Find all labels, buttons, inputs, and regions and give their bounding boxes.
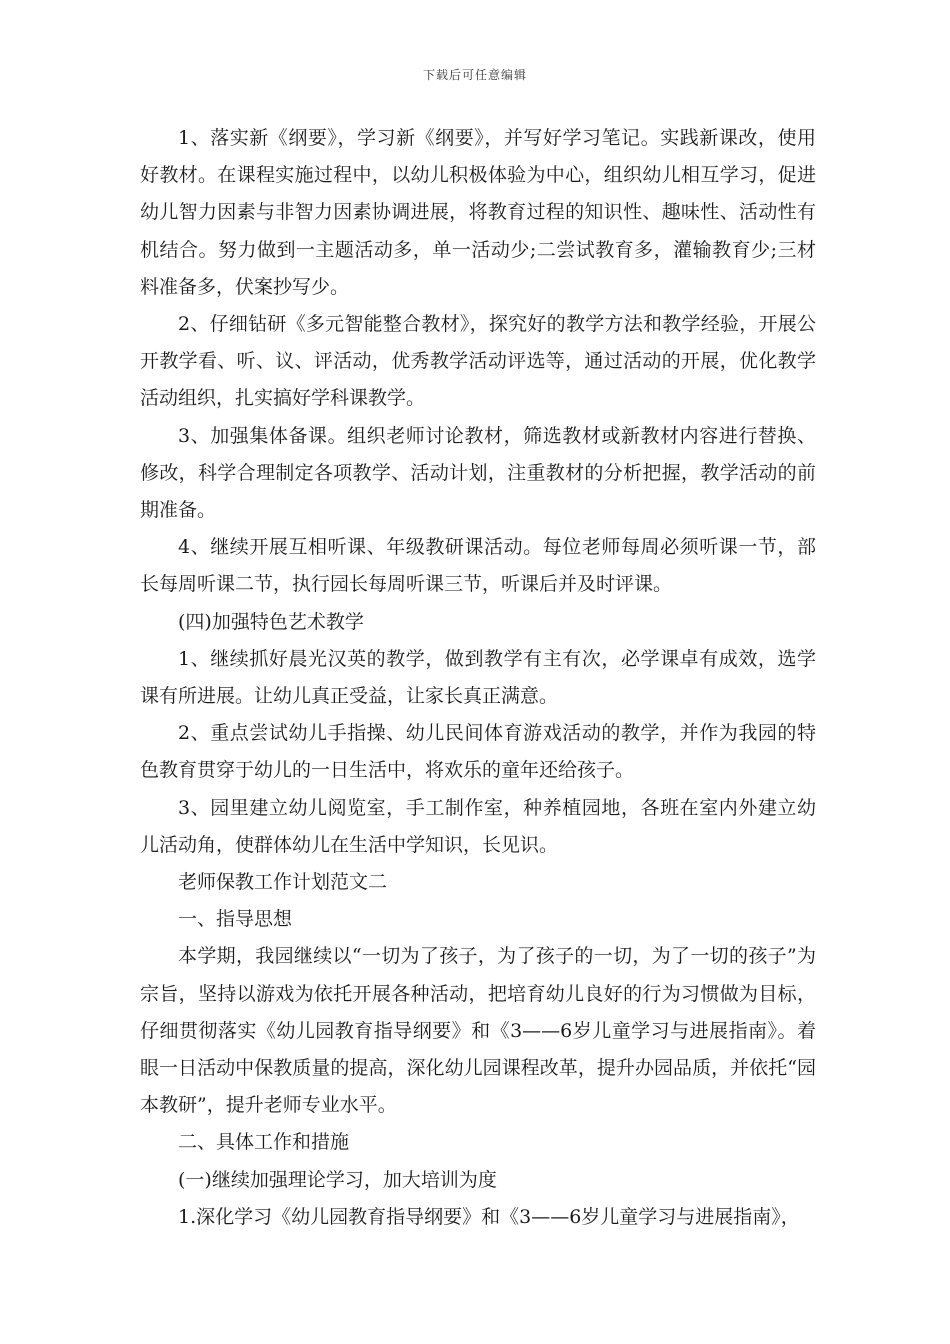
document-subtitle: 老师保教工作计划范文二 <box>178 871 388 894</box>
paragraph-item-4: 4、继续开展互相听课、年级教研课活动。每位老师每周必须听课一节，部长每周听课二节，执行园长每周听课三节，听课后并及时评课。 <box>140 536 816 596</box>
paragraph-item-1: 1、落实新《纲要》，学习新《纲要》，并写好学习笔记。实践新课改，使用好教材。在课程实施过程中，以幼儿积极体验为中心，组织幼儿相互学习，促进幼儿智力因素与非智力因素协调进展，将教育过程的知识性、趣味性、活动性有机结合。努力做到一主题活动多，单一活动少;二尝试教育多，灌输教育少;三材料准备多，伏案抄写少。 <box>140 127 816 298</box>
section-heading-guiding-thought: 一、指导思想 <box>178 908 293 931</box>
paragraph-art-1: 1、继续抓好晨光汉英的教学，做到教学有主有次，必学课卓有成效，选学课有所进展。让幼儿真正受益，让家长真正满意。 <box>140 647 816 708</box>
paragraph-art-3: 3、园里建立幼儿阅览室，手工制作室，种养植园地，各班在室内外建立幼儿活动角，使群体幼儿在生活中学知识，长见识。 <box>140 796 816 856</box>
section-heading-art-teaching: (四)加强特色艺术教学 <box>178 610 364 633</box>
paragraph-art-2: 2、重点尝试幼儿手指操、幼儿民间体育游戏活动的教学，并作为我园的特色教育贯穿于幼儿的一日生活中，将欢乐的童年还给孩子。 <box>140 722 816 782</box>
page-header-note: 下载后可任意编辑 <box>422 68 527 82</box>
paragraph-item-3: 3、加强集体备课。组织老师讨论教材，筛选教材或新教材内容进行替换、修改，科学合理制定各项教学、活动计划，注重教材的分析把握，教学活动的前期准备。 <box>140 424 816 522</box>
paragraph-guiding-thought: 本学期，我园继续以“一切为了孩子，为了孩子的一切，为了一切的孩子”为宗旨，坚持以游戏为依托开展各种活动，把培育幼儿良好的行为习惯做为目标，仔细贯彻落实《幼儿园教育指导纲要》和《3——6岁儿童学习与进展指南》。着眼一日活动中保教质量的提高，深化幼儿园课程改革，提升办园品质，并依托“园本教研”，提升老师专业水平。 <box>140 945 816 1117</box>
paragraph-item-2: 2、仔细钻研《多元智能整合教材》，探究好的教学方法和教学经验，开展公开教学看、听、议、评活动，优秀教学活动评选等，通过活动的开展，优化教学活动组织，扎实搞好学科课教学。 <box>140 313 816 410</box>
subsection-heading-theory-study: (一)继续加强理论学习，加大培训为度 <box>178 1168 497 1191</box>
section-heading-measures: 二、具体工作和措施 <box>178 1131 350 1154</box>
paragraph-theory-1: 1.深化学习《幼儿园教育指导纲要》和《3——6岁儿童学习与进展指南》， <box>178 1205 800 1228</box>
document-body <box>140 120 816 1236</box>
